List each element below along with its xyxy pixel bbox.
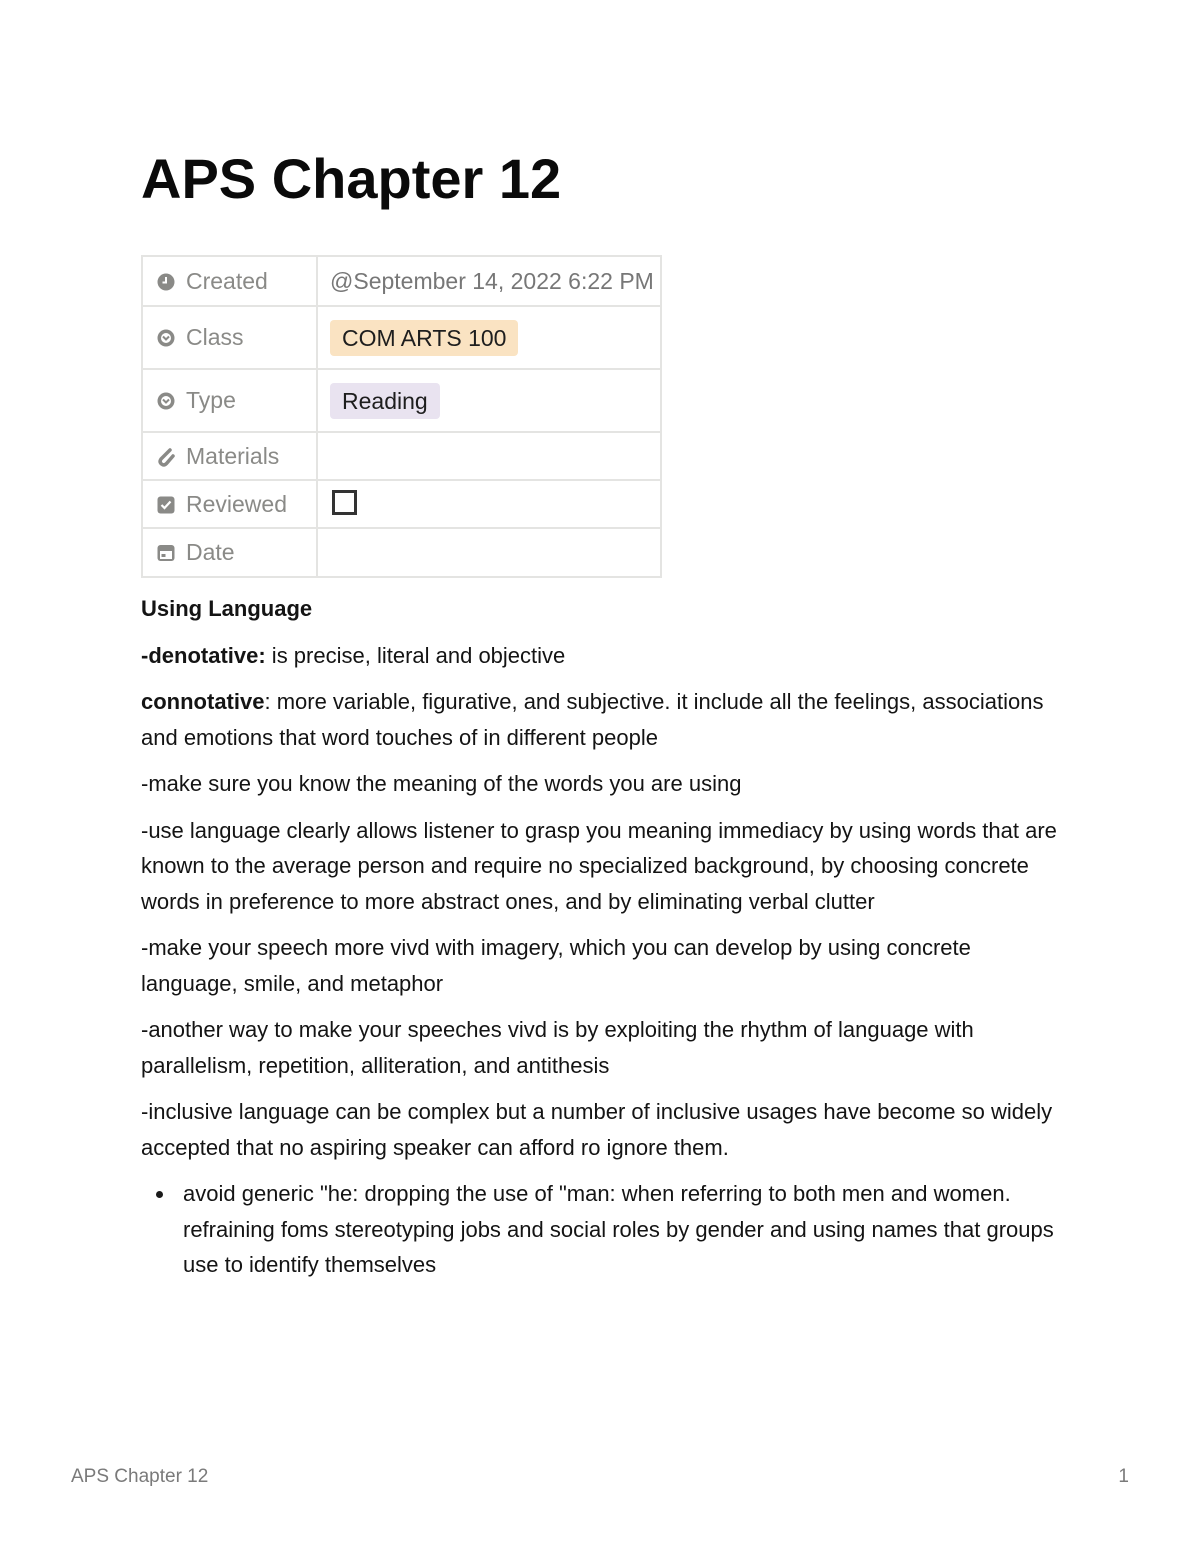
select-icon: [156, 328, 176, 348]
select-icon: [156, 391, 176, 411]
term-denotative: -denotative:: [141, 642, 266, 668]
class-tag[interactable]: COM ARTS 100: [330, 320, 518, 356]
property-value-created[interactable]: @September 14, 2022 6:22 PM: [317, 256, 661, 306]
property-row-type: [142, 369, 661, 432]
property-key-type: Type: [142, 369, 317, 432]
property-key-created: Created: [142, 256, 317, 306]
property-key-class: Class: [142, 306, 317, 369]
calendar-icon: [156, 543, 176, 563]
page-title: APS Chapter 12: [141, 147, 562, 210]
property-value-date[interactable]: [317, 528, 661, 577]
properties-table: [141, 255, 662, 578]
page-content: [141, 591, 1071, 1283]
paragraph: -use language clearly allows listener to grasp you meaning immediacy by using words that are known to the average person and require no specialized background, by choosing concrete words in preference to more abstract ones, and by eliminating verbal clutter: [141, 817, 1057, 914]
property-row-class: [142, 306, 661, 369]
reviewed-checkbox[interactable]: [332, 490, 357, 515]
list-item: avoid generic "he: dropping the use of "man: when referring to both men and women. refraining foms stereotyping jobs and social roles by gender and using names that groups use to identify themselves: [183, 1176, 1071, 1283]
paragraph-connotative: connotative: more variable, figurative, and subjective. it include all the feelings, associations and emotions that word touches of in different people: [141, 689, 1044, 750]
type-tag[interactable]: Reading: [330, 383, 440, 419]
paperclip-icon: [156, 447, 176, 467]
property-value-materials[interactable]: [317, 432, 661, 480]
clock-icon: [156, 272, 176, 292]
paragraph-denotative: -denotative: is precise, literal and objective: [141, 642, 566, 668]
property-row-created: [142, 256, 661, 306]
property-key-reviewed: Reviewed: [142, 480, 317, 528]
page-number: 1: [1118, 1466, 1129, 1487]
paragraph: -make sure you know the meaning of the words you are using: [141, 771, 742, 796]
property-key-materials: Materials: [142, 432, 317, 480]
paragraph: -inclusive language can be complex but a number of inclusive usages have become so widely accepted that no aspiring speaker can afford ro ignore them.: [141, 1099, 1053, 1160]
property-row-materials: [142, 432, 661, 480]
paragraph: -make your speech more vivd with imagery, which you can develop by using concrete language, smile, and metaphor: [141, 935, 971, 996]
property-value-type[interactable]: [317, 369, 661, 432]
property-value-class[interactable]: [317, 306, 661, 369]
term-connotative: connotative: [141, 689, 265, 714]
section-heading: Using Language: [141, 596, 313, 621]
checkbox-icon: [156, 495, 176, 515]
footer-title: APS Chapter 12: [71, 1466, 209, 1487]
property-row-date: [142, 528, 661, 577]
bullet-list: [141, 1176, 1071, 1283]
property-key-date: Date: [142, 528, 317, 577]
property-row-reviewed: [142, 480, 661, 528]
paragraph: -another way to make your speeches vivd is by exploiting the rhythm of language with parallelism, repetition, alliteration, and antithesis: [141, 1017, 974, 1078]
property-value-reviewed: [317, 480, 661, 528]
